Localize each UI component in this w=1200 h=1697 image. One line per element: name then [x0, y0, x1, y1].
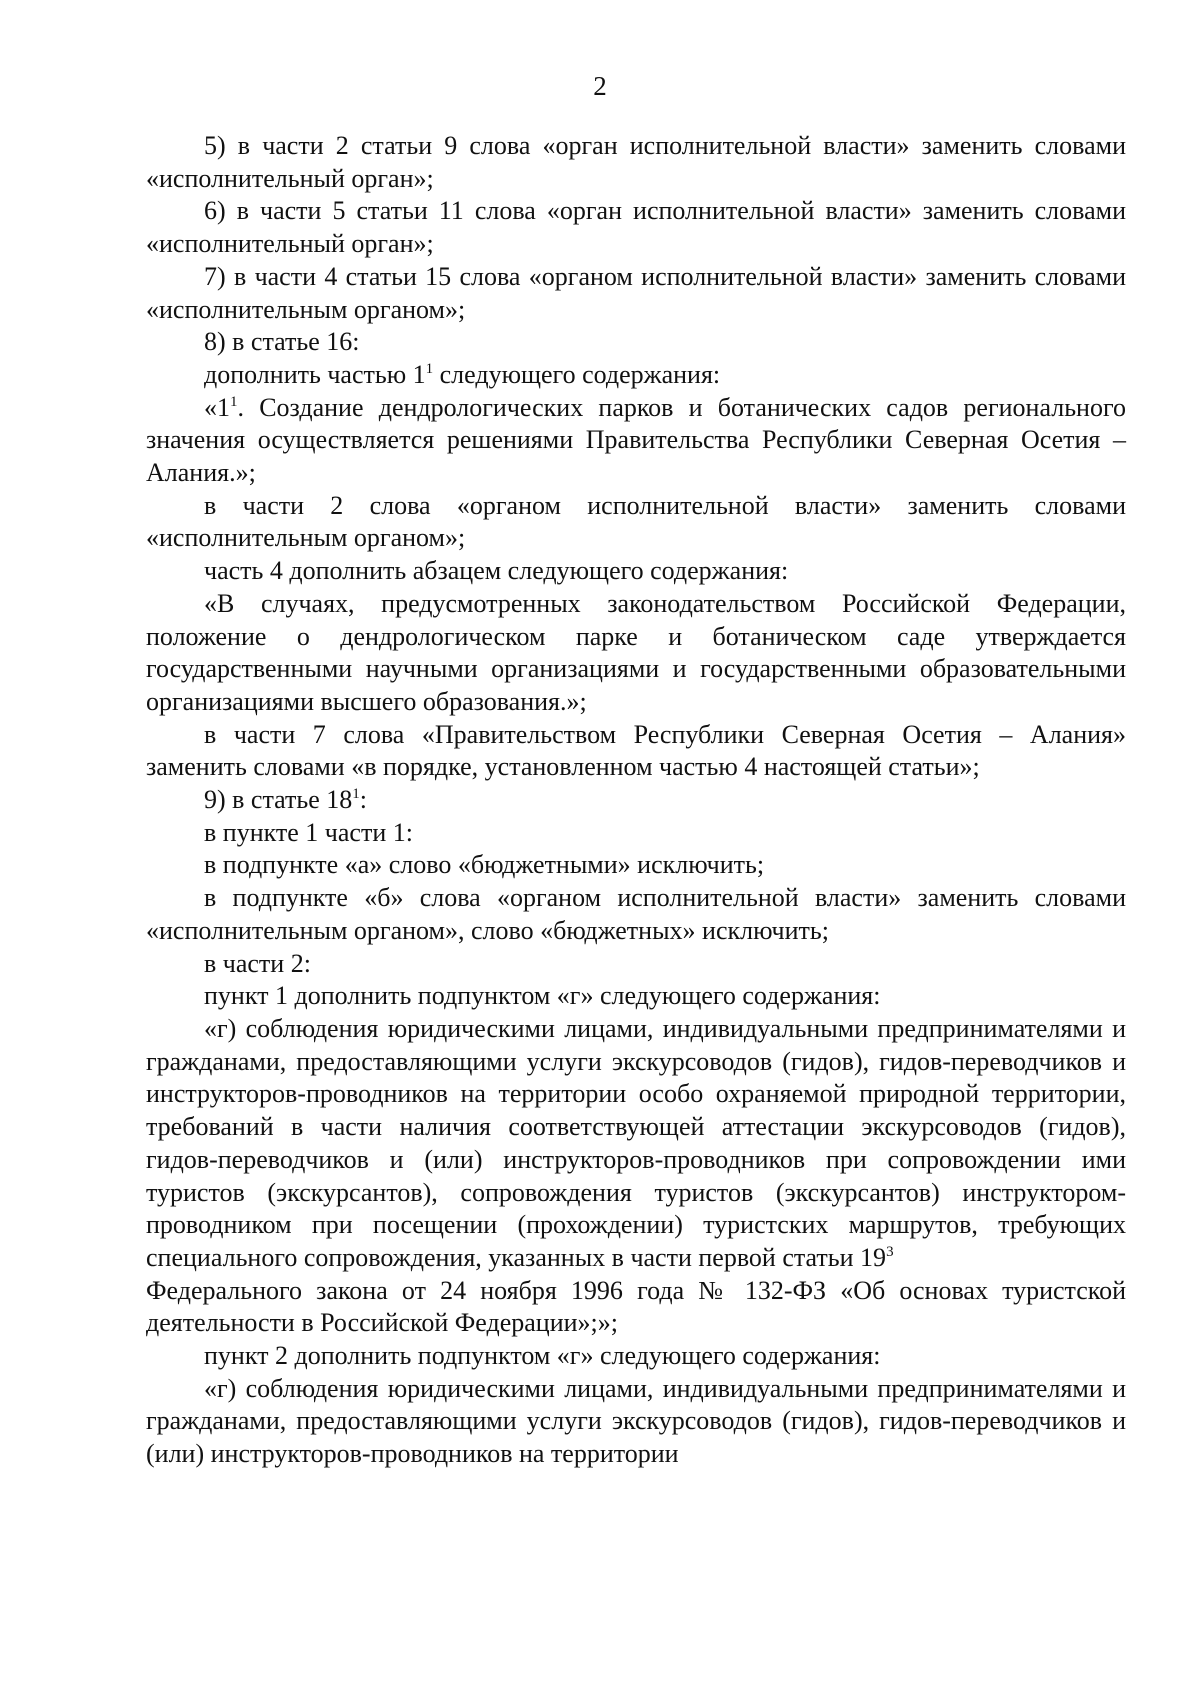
paragraph-subpoint-b: в подпункте «б» слова «органом исполнительной власти» заменить словами «исполнительным органом», слово «бюджетных» исключить;	[146, 883, 1126, 945]
text-fragment: от 24 ноября 1996 года № 132-ФЗ «Об основах туристской деятельности в Российской Федерации»;»;	[146, 1275, 1127, 1338]
paragraph-point-1-add: пункт 1 дополнить подпунктом «г» следующего содержания:	[204, 981, 881, 1011]
paragraph-quote-part	[146, 392, 1126, 490]
paragraph-quote-regulation: «В случаях, предусмотренных законодательством Российской Федерации, положение о дендрологическом парке и ботаническом саде утверждается государственными научными организациями и государственными образовательными организациями высшего образования.»;	[146, 588, 1126, 716]
superscript: 1	[352, 786, 360, 803]
page-number: 2	[593, 71, 607, 101]
paragraph-part-7: в части 7 слова «Правительством Республики Северная Осетия – Алания» заменить словами «в порядке, установленном частью 4 настоящей статьи»;	[146, 719, 1126, 782]
text-fragment: 9) в статье 18	[204, 785, 353, 815]
text-fragment: «г) соблюдения юридическими лицами, индивидуальными предпринимателями и гражданами, предоставляющими услуги экскурсоводов (гидов), гидов-переводчиков и инструкторов-проводников на территории особо охраняемой природной территории, требований в части наличия соответствующей аттестации экскурсоводов (гидов), гидов-переводчиков и (или) инструкторов-проводников при сопровождении ими туристов (экскурсантов), сопровождения туристов (экскурсантов) инструктором-проводником при посещении (прохождении) туристских маршрутов, требующих специального сопровождения, указанных в части первой статьи 19	[146, 1013, 1126, 1272]
paragraph-part-2-header: в части 2:	[204, 948, 311, 978]
paragraph-item-6: 6) в части 5 статьи 11 слова «орган исполнительной власти» заменить словами «исполнительный орган»;	[146, 196, 1126, 259]
paragraph-quote-g-2: «г) соблюдения юридическими лицами, индивидуальными предпринимателями и гражданами, предоставляющими услуги экскурсоводов (гидов), гидов-переводчиков и (или) инструкторов-проводников на территории	[146, 1373, 1126, 1469]
paragraph-item-9	[146, 784, 1126, 817]
paragraph-part-2: в части 2 слова «органом исполнительной власти» заменить словами «исполнительным органом»;	[146, 490, 1126, 553]
text-fragment: :	[359, 785, 368, 815]
text-fragment: Федерального закона	[146, 1275, 388, 1305]
text-fragment: «1	[204, 392, 230, 422]
text-fragment: следующего содержания:	[433, 359, 721, 389]
paragraph-item-8: 8) в статье 16:	[204, 327, 360, 357]
paragraph-add-part	[146, 359, 1126, 392]
paragraph-quote-g-1	[146, 1013, 1126, 1340]
paragraph-point-1: в пункте 1 части 1:	[204, 817, 413, 847]
superscript: 1	[425, 360, 434, 377]
text-fragment: дополнить частью 1	[204, 359, 426, 389]
paragraph-subpoint-a: в подпункте «а» слово «бюджетными» исключить;	[204, 850, 765, 880]
paragraph-item-7: 7) в части 4 статьи 15 слова «органом исполнительной власти» заменить словами «исполнительным органом»;	[146, 261, 1126, 324]
document-body	[146, 130, 1126, 1471]
text-fragment: . Создание дендрологических парков и ботанических садов регионального значения осуществляется решениями Правительства Республики Северная Осетия – Алания.»;	[146, 392, 1126, 488]
paragraph-point-2-add: пункт 2 дополнить подпунктом «г» следующего содержания:	[204, 1341, 881, 1371]
superscript: 3	[886, 1243, 894, 1260]
paragraph-item-5: 5) в части 2 статьи 9 слова «орган исполнительной власти» заменить словами «исполнительный орган»;	[146, 131, 1126, 193]
superscript: 1	[230, 393, 238, 410]
paragraph-part-4: часть 4 дополнить абзацем следующего содержания:	[204, 556, 789, 586]
